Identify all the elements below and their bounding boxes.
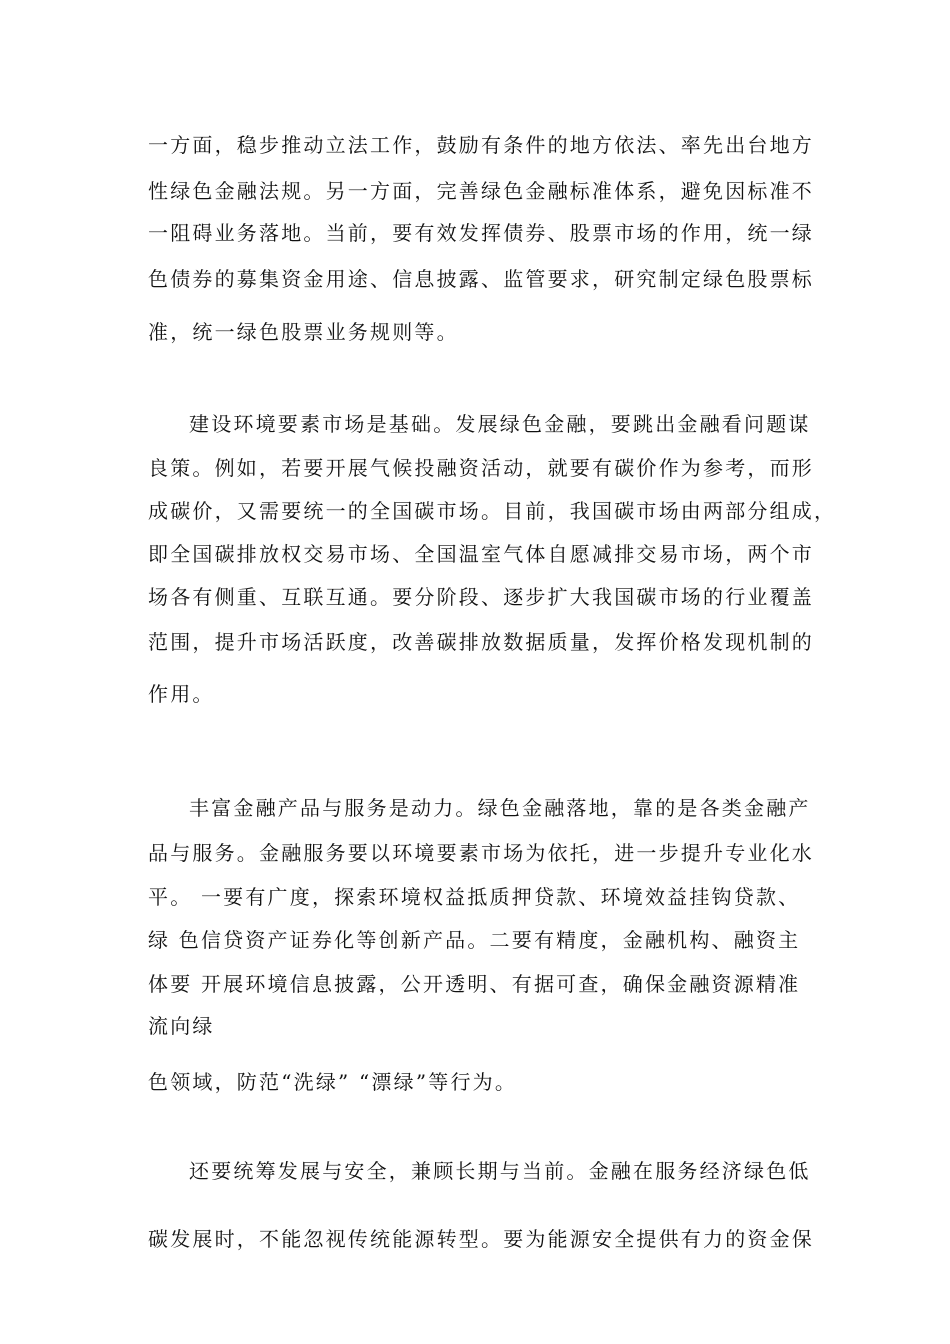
paragraph-first-line: 建设环境要素市场是基础。发展绿色金融，要跳出金融看问题谋 bbox=[189, 412, 811, 436]
text-line: 即全国碳排放权交易市场、全国温室气体自愿减排交易市场，两个市 bbox=[148, 542, 814, 566]
text-line: 成碳价，又需要统一的全国碳市场。目前，我国碳市场由两部分组成， bbox=[148, 499, 837, 523]
text-line: 流向绿 bbox=[148, 1014, 215, 1038]
text-line: 范围，提升市场活跃度，改善碳排放数据质量，发挥价格发现机制的 bbox=[148, 630, 814, 654]
text-line: 品与服务。金融服务要以环境要素市场为依托，进一步提升专业化水 bbox=[148, 841, 814, 865]
text-line: 平。 一要有广度，探索环境权益抵质押贷款、环境效益挂钩贷款、 bbox=[148, 885, 801, 909]
text-line: 绿 色信贷资产证券化等创新产品。二要有精度，金融机构、融资主 bbox=[148, 928, 801, 952]
text-line: 色领域，防范“洗绿” “漂绿”等行为。 bbox=[148, 1070, 518, 1094]
text-line: 性绿色金融法规。另一方面，完善绿色金融标准体系，避免因标准不 bbox=[148, 179, 814, 203]
text-line: 场各有侧重、互联互通。要分阶段、逐步扩大我国碳市场的行业覆盖 bbox=[148, 585, 814, 609]
text-line: 准，统一绿色股票业务规则等。 bbox=[148, 320, 459, 344]
text-line: 一阻碍业务落地。当前，要有效发挥债券、股票市场的作用，统一绿 bbox=[148, 221, 814, 245]
text-line: 一方面，稳步推动立法工作，鼓励有条件的地方依法、率先出台地方 bbox=[148, 133, 814, 157]
text-line: 良策。例如，若要开展气候投融资活动，就要有碳价作为参考，而形 bbox=[148, 456, 814, 480]
paragraph-first-line: 还要统筹发展与安全，兼顾长期与当前。金融在服务经济绿色低 bbox=[189, 1159, 811, 1183]
text-line: 碳发展时，不能忽视传统能源转型。要为能源安全提供有力的资金保 bbox=[148, 1227, 814, 1251]
text-line: 作用。 bbox=[148, 682, 215, 706]
text-line: 色债券的募集资金用途、信息披露、监管要求，研究制定绿色股票标 bbox=[148, 267, 814, 291]
paragraph-first-line: 丰富金融产品与服务是动力。绿色金融落地，靠的是各类金融产 bbox=[189, 796, 811, 820]
text-line: 体要 开展环境信息披露，公开透明、有据可查，确保金融资源精准 bbox=[148, 972, 801, 996]
